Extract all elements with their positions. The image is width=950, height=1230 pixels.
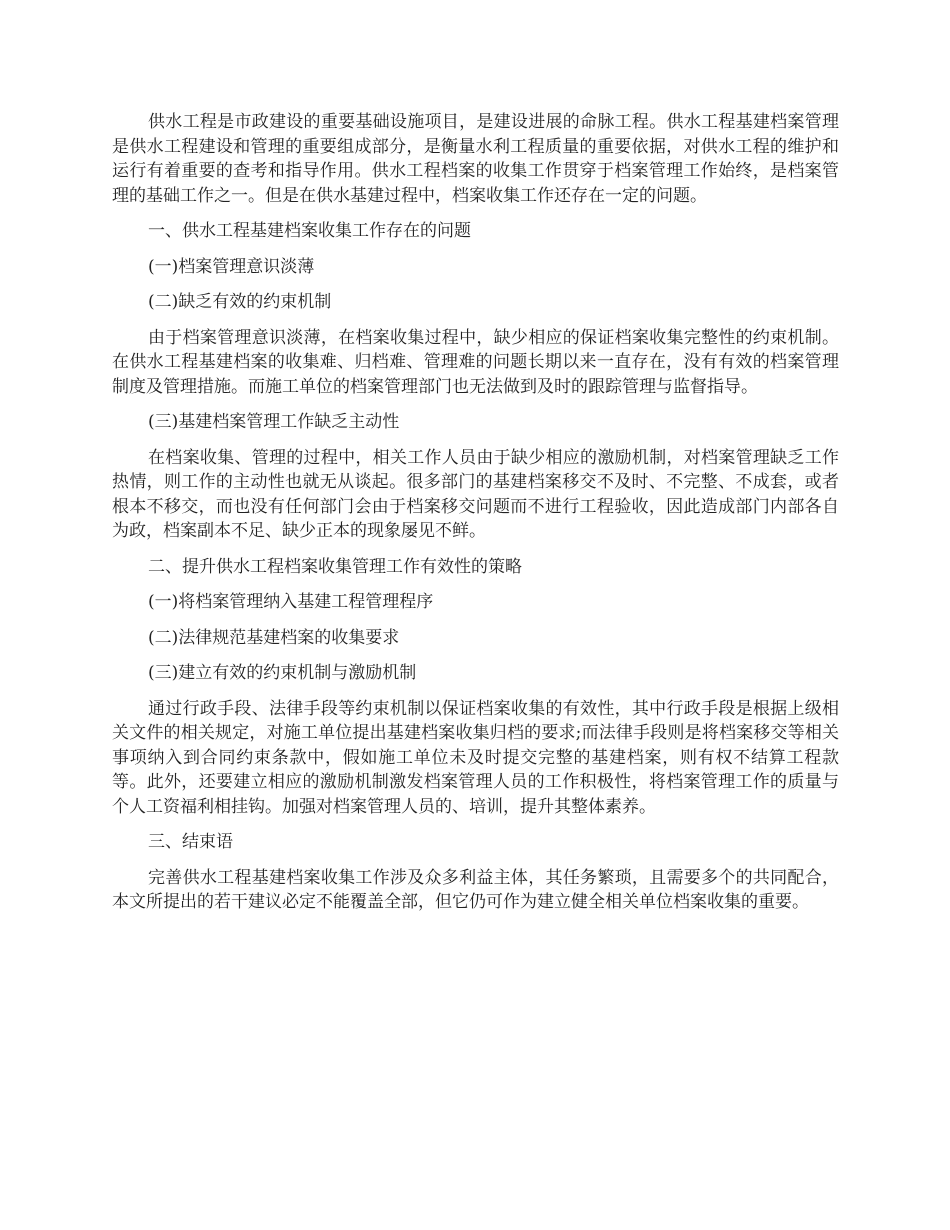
section-heading-2: 二、提升供水工程档案收集管理工作有效性的策略 bbox=[148, 556, 522, 577]
subsection-heading-1-3: (三)基建档案管理工作缺乏主动性 bbox=[148, 412, 400, 432]
subsection-heading-2-1: (一)将档案管理纳入基建工程管理程序 bbox=[148, 592, 434, 612]
subsection-heading-1-2: (二)缺乏有效的约束机制 bbox=[148, 292, 332, 312]
intro-paragraph: 供水工程是市政建设的重要基础设施项目，是建设进展的命脉工程。供水工程基建档案管理是供水工程建设和管理的重要组成部分，是衡量水利工程质量的重要依据，对供水工程的维护和运行有着重要的查考和指导作用。供水工程档案的收集工作贯穿于档案管理工作始终，是档案管理的基础工作之一。但是在供水基建过程中，档案收集工作还存在一定的问题。 bbox=[112, 112, 839, 206]
subsection-heading-1-1: (一)档案管理意识淡薄 bbox=[148, 256, 315, 277]
body-paragraph: 在档案收集、管理的过程中，相关工作人员由于缺少相应的激励机制，对档案管理缺乏工作热情，则工作的主动性也就无从谈起。很多部门的基建档案移交不及时、不完整、不成套，或者根本不移交，而也没有任何部门会由于档案移交问题而不进行工程验收，因此造成部门内部各自为政，档案副本不足、缺少正本的现象屡见不鲜。 bbox=[112, 447, 839, 541]
body-paragraph: 通过行政手段、法律手段等约束机制以保证档案收集的有效性，其中行政手段是根据上级相关文件的相关规定，对施工单位提出基建档案收集归档的要求;而法律手段则是将档案移交等相关事项纳入到合同约束条款中，假如施工单位未及时提交完整的基建档案，则有权不结算工程款等。此外，还要建立相应的激励机制激发档案管理人员的工作积极性，将档案管理工作的质量与个人工资福利相挂钩。加强对档案管理人员的、培训，提升其整体素养。 bbox=[112, 698, 839, 817]
section-heading-3: 三、结束语 bbox=[148, 832, 233, 852]
conclusion-paragraph: 完善供水工程基建档案收集工作涉及众多利益主体，其任务繁琐，且需要多个的共同配合，本文所提出的若干建议必定不能覆盖全部，但它仍可作为建立健全相关单位档案收集的重要。 bbox=[112, 867, 839, 912]
body-paragraph: 由于档案管理意识淡薄，在档案收集过程中，缺少相应的保证档案收集完整性的约束机制。在供水工程基建档案的收集难、归档难、管理难的问题长期以来一直存在，没有有效的档案管理制度及管理措施。而施工单位的档案管理部门也无法做到及时的跟踪管理与监督指导。 bbox=[112, 327, 839, 397]
document-body bbox=[112, 110, 839, 926]
subsection-heading-2-2: (二)法律规范基建档案的收集要求 bbox=[148, 627, 400, 648]
subsection-heading-2-3: (三)建立有效的约束机制与激励机制 bbox=[148, 663, 417, 683]
section-heading-1: 一、供水工程基建档案收集工作存在的问题 bbox=[148, 221, 471, 241]
